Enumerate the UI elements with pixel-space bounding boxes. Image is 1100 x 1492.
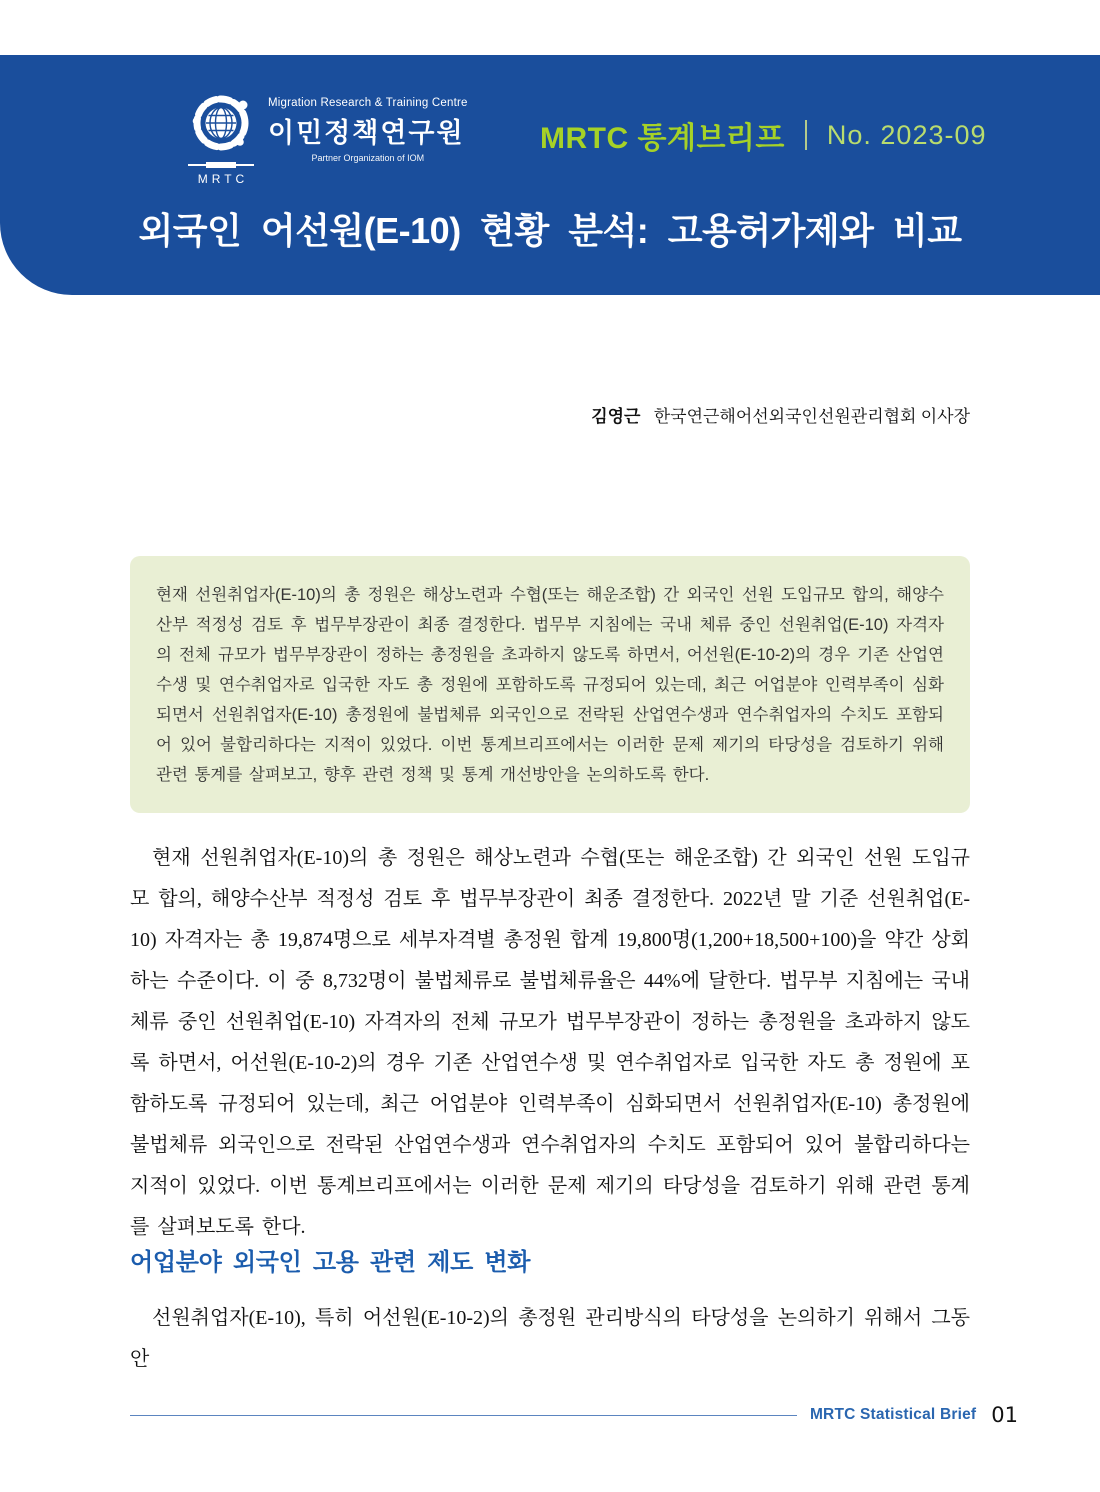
author-name: 김영근 bbox=[591, 407, 641, 426]
author-line bbox=[591, 402, 970, 427]
body-paragraph-2: 선원취업자(E-10), 특히 어선원(E-10-2)의 총정원 관리방식의 타당성을 논의하기 위해서 그동안 bbox=[130, 1307, 970, 1370]
header-band bbox=[0, 55, 1100, 295]
page-number: 01 bbox=[991, 1403, 1018, 1427]
logo-text bbox=[268, 93, 468, 163]
org-name-en: Migration Research & Training Centre bbox=[268, 97, 468, 109]
page-footer bbox=[130, 1403, 1018, 1427]
org-name-ko: 이민정책연구원 bbox=[268, 118, 465, 148]
separator-bar bbox=[805, 120, 807, 150]
abstract-box: 현재 선원취업자(E-10)의 총 정원은 해상노련과 수협(또는 해운조합) 간 외국인 선원 도입규모 합의, 해양수산부 적정성 검토 후 법무부장관이 최종 결정한다. 법무부 지침에는 국내 체류 중인 선원취업(E-10) 자격자의 전체 규모가 법무부장관이 정하는 총정원을 초과하지 않도록 하면서, 어선원(E-10-2)의 경우 기존 산업연수생 및 연수취업자로 입국한 자도 총 정원에 포함하도록 규정되어 있는데, 최근 어업분야 인력부족이 심화되면서 선원취업자(E-10) 총정원에 불법체류 외국인으로 전락된 산업연수생과 연수취업자의 수치도 포함되어 있어 불합리하다는 지적이 있었다. 이번 통계브리프에서는 이러한 문제 제기의 타당성을 검토하기 위해 관련 통계를 살펴보고, 향후 관련 정책 및 통계 개선방안을 논의하도록 한다. bbox=[130, 556, 970, 813]
author-affiliation: 한국연근해어선외국인선원관리협회 이사장 bbox=[653, 407, 970, 426]
logo-abbr: MRTC bbox=[197, 172, 249, 186]
footer-brand: MRTC Statistical Brief bbox=[809, 1406, 977, 1423]
globe-icon bbox=[190, 93, 252, 155]
brief-label-row bbox=[540, 115, 987, 155]
section-heading: 어업분야 외국인 고용 관련 제도 변화 bbox=[130, 1249, 531, 1276]
logo-divider bbox=[188, 162, 254, 168]
body-paragraph-1: 현재 선원취업자(E-10)의 총 정원은 해상노련과 수협(또는 해운조합) 간 외국인 선원 도입규모 합의, 해양수산부 적정성 검토 후 법무부장관이 최종 결정한다. 2022년 말 기준 선원취업(E-10) 자격자는 총 19,874명으로 세부자격별 총정원 합계 19,800명(1,200+18,500+100)을 약간 상회하는 수준이다. 이 중 8,732명이 불법체류로 불법체류율은 44%에 달한다. 법무부 지침에는 국내 체류 중인 선원취업(E-10) 자격자의 전체 규모가 법무부장관이 정하는 총정원을 초과하지 않도록 하면서, 어선원(E-10-2)의 경우 기존 산업연수생 및 연수취업자로 입국한 자도 총 정원에 포함하도록 규정되어 있는데, 최근 어업분야 인력부족이 심화되면서 선원취업자(E-10) 총정원에 불법체류 외국인으로 전락된 산업연수생과 연수취업자의 수치도 포함되어 있어 불합리하다는 지적이 있었다. 이번 통계브리프에서는 이러한 문제 제기의 타당성을 검토하기 위해 관련 통계를 살펴보도록 한다. bbox=[130, 847, 970, 1238]
footer-rule bbox=[130, 1415, 797, 1416]
org-subtitle: Partner Organization of IOM bbox=[311, 153, 425, 163]
org-logo bbox=[188, 93, 468, 186]
issue-number: No. 2023-09 bbox=[826, 119, 987, 150]
document-title: 외국인 어선원(E-10) 현황 분석: 고용허가제와 비교 bbox=[138, 210, 962, 251]
brief-series-label: MRTC 통계브리프 bbox=[540, 122, 785, 155]
logo-mark bbox=[188, 93, 254, 186]
